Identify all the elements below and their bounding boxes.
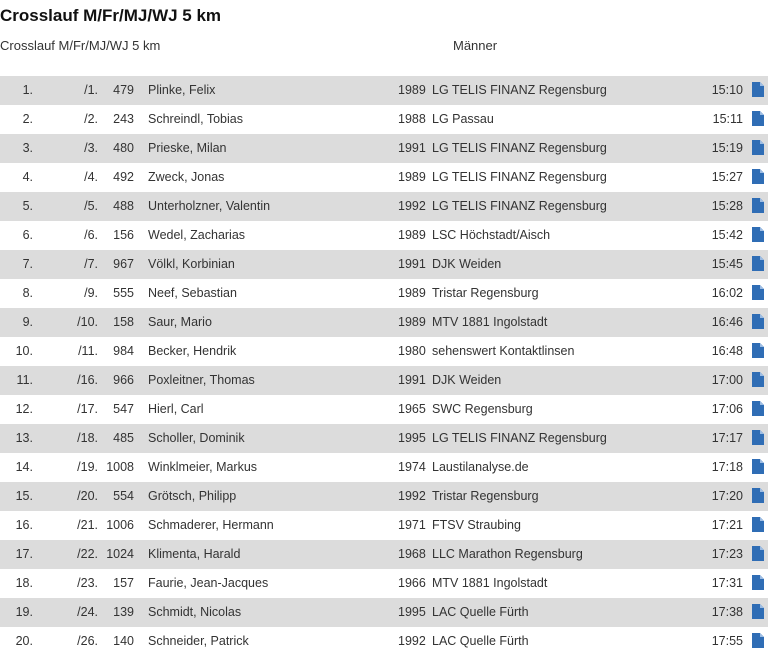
time-cell: 15:10	[711, 83, 743, 97]
table-row[interactable]	[0, 337, 768, 366]
birth-year-cell: 1968	[398, 547, 426, 561]
document-icon[interactable]	[752, 111, 764, 126]
place-cell: 2.	[22, 112, 33, 126]
birth-year-cell: 1989	[398, 228, 426, 242]
table-row[interactable]	[0, 76, 768, 105]
birth-year-cell: 1991	[398, 373, 426, 387]
birth-year-cell: 1992	[398, 634, 426, 648]
bib-cell: 492	[113, 170, 134, 184]
club-cell: LAC Quelle Fürth	[432, 634, 529, 648]
table-row[interactable]	[0, 482, 768, 511]
time-cell: 15:42	[711, 228, 743, 242]
birth-year-cell: 1966	[398, 576, 426, 590]
class-place-cell: /11.	[78, 344, 98, 358]
document-icon[interactable]	[752, 256, 764, 271]
birth-year-cell: 1971	[398, 518, 426, 532]
bib-cell: 243	[113, 112, 134, 126]
birth-year-cell: 1974	[398, 460, 426, 474]
time-cell: 15:19	[711, 141, 743, 155]
place-cell: 19.	[15, 605, 33, 619]
birth-year-cell: 1989	[398, 83, 426, 97]
place-cell: 4.	[22, 170, 33, 184]
birth-year-cell: 1965	[398, 402, 426, 416]
time-cell: 17:38	[711, 605, 743, 619]
document-icon[interactable]	[752, 633, 764, 648]
table-row[interactable]	[0, 192, 768, 221]
place-cell: 8.	[22, 286, 33, 300]
class-place-cell: /1.	[84, 83, 98, 97]
place-cell: 17.	[15, 547, 33, 561]
name-cell: Plinke, Felix	[148, 83, 216, 97]
place-cell: 14.	[15, 460, 33, 474]
table-row[interactable]	[0, 453, 768, 482]
document-icon[interactable]	[752, 575, 764, 590]
class-place-cell: /21.	[77, 518, 98, 532]
bib-cell: 158	[113, 315, 134, 329]
table-row[interactable]	[0, 540, 768, 569]
table-row[interactable]	[0, 134, 768, 163]
document-icon[interactable]	[752, 604, 764, 619]
time-cell: 15:11	[712, 112, 743, 126]
club-cell: LG TELIS FINANZ Regensburg	[432, 83, 607, 97]
category-label: Männer	[453, 38, 498, 53]
name-cell: Wedel, Zacharias	[148, 228, 246, 242]
time-cell: 17:00	[711, 373, 743, 387]
bib-cell: 967	[113, 257, 134, 271]
table-row[interactable]	[0, 308, 768, 337]
results-subheader	[0, 38, 780, 56]
place-cell: 20.	[15, 634, 33, 648]
time-cell: 17:55	[711, 634, 743, 648]
document-icon[interactable]	[752, 198, 764, 213]
time-cell: 17:18	[711, 460, 743, 474]
class-place-cell: /9.	[84, 286, 98, 300]
birth-year-cell: 1980	[398, 344, 426, 358]
time-cell: 17:21	[711, 518, 743, 532]
name-cell: Schmaderer, Hermann	[148, 518, 274, 532]
class-place-cell: /3.	[84, 141, 98, 155]
bib-cell: 547	[113, 402, 134, 416]
table-row[interactable]	[0, 569, 768, 598]
club-cell: Tristar Regensburg	[432, 286, 539, 300]
bib-cell: 156	[113, 228, 134, 242]
results-table	[0, 76, 768, 656]
place-cell: 9.	[22, 315, 33, 329]
name-cell: Scholler, Dominik	[148, 431, 245, 445]
club-cell: MTV 1881 Ingolstadt	[432, 576, 548, 590]
class-place-cell: /17.	[77, 402, 98, 416]
time-cell: 17:06	[711, 402, 743, 416]
document-icon[interactable]	[752, 372, 764, 387]
club-cell: Tristar Regensburg	[432, 489, 539, 503]
class-place-cell: /23.	[77, 576, 98, 590]
club-cell: LG Passau	[432, 112, 494, 126]
name-cell: Poxleitner, Thomas	[148, 373, 255, 387]
bib-cell: 966	[113, 373, 134, 387]
club-cell: FTSV Straubing	[432, 518, 521, 532]
name-cell: Neef, Sebastian	[148, 286, 237, 300]
class-place-cell: /6.	[84, 228, 98, 242]
bib-cell: 1008	[106, 460, 134, 474]
birth-year-cell: 1995	[398, 605, 426, 619]
class-place-cell: /2.	[84, 112, 98, 126]
document-icon[interactable]	[752, 82, 764, 97]
class-place-cell: /20.	[77, 489, 98, 503]
bib-cell: 480	[113, 141, 134, 155]
club-cell: LG TELIS FINANZ Regensburg	[432, 141, 607, 155]
time-cell: 17:31	[711, 576, 743, 590]
club-cell: LG TELIS FINANZ Regensburg	[432, 431, 607, 445]
place-cell: 6.	[22, 228, 33, 242]
time-cell: 15:28	[711, 199, 743, 213]
time-cell: 15:27	[711, 170, 743, 184]
club-cell: DJK Weiden	[432, 373, 502, 387]
time-cell: 16:02	[711, 286, 743, 300]
table-row[interactable]	[0, 627, 768, 656]
time-cell: 15:45	[711, 257, 743, 271]
name-cell: Zweck, Jonas	[148, 170, 225, 184]
race-name: Crosslauf M/Fr/MJ/WJ 5 km	[0, 38, 161, 53]
club-cell: LG TELIS FINANZ Regensburg	[432, 170, 607, 184]
document-icon[interactable]	[752, 169, 764, 184]
place-cell: 11.	[16, 373, 33, 387]
name-cell: Schreindl, Tobias	[148, 112, 243, 126]
name-cell: Klimenta, Harald	[148, 547, 241, 561]
bib-cell: 157	[113, 576, 134, 590]
time-cell: 16:46	[711, 315, 743, 329]
class-place-cell: /24.	[77, 605, 98, 619]
bib-cell: 488	[113, 199, 134, 213]
birth-year-cell: 1989	[398, 286, 426, 300]
name-cell: Saur, Mario	[148, 315, 212, 329]
class-place-cell: /7.	[84, 257, 98, 271]
club-cell: LLC Marathon Regensburg	[432, 547, 583, 561]
document-icon[interactable]	[752, 488, 764, 503]
bib-cell: 984	[113, 344, 134, 358]
class-place-cell: /10.	[77, 315, 98, 329]
name-cell: Prieske, Milan	[148, 141, 227, 155]
table-row[interactable]	[0, 163, 768, 192]
name-cell: Winklmeier, Markus	[148, 460, 258, 474]
table-row[interactable]	[0, 279, 768, 308]
place-cell: 5.	[22, 199, 33, 213]
place-cell: 10.	[15, 344, 33, 358]
bib-cell: 1006	[106, 518, 134, 532]
name-cell: Grötsch, Philipp	[148, 489, 237, 503]
name-cell: Hierl, Carl	[148, 402, 204, 416]
name-cell: Faurie, Jean-Jacques	[148, 576, 269, 590]
page-title: Crosslauf M/Fr/MJ/WJ 5 km	[0, 6, 222, 25]
class-place-cell: /4.	[84, 170, 98, 184]
club-cell: LAC Quelle Fürth	[432, 605, 529, 619]
club-cell: SWC Regensburg	[432, 402, 533, 416]
table-row[interactable]	[0, 395, 768, 424]
name-cell: Schmidt, Nicolas	[148, 605, 242, 619]
birth-year-cell: 1992	[398, 199, 426, 213]
club-cell: Laustilanalyse.de	[432, 460, 529, 474]
bib-cell: 555	[113, 286, 134, 300]
bib-cell: 139	[113, 605, 134, 619]
club-cell: LSC Höchstadt/Aisch	[432, 228, 551, 242]
birth-year-cell: 1988	[398, 112, 426, 126]
document-icon[interactable]	[752, 140, 764, 155]
table-row[interactable]	[0, 221, 768, 250]
club-cell: LG TELIS FINANZ Regensburg	[432, 199, 607, 213]
document-icon[interactable]	[752, 227, 764, 242]
class-place-cell: /26.	[77, 634, 98, 648]
time-cell: 17:23	[711, 547, 743, 561]
place-cell: 3.	[22, 141, 33, 155]
table-row[interactable]	[0, 105, 768, 134]
document-icon[interactable]	[752, 546, 764, 561]
document-icon[interactable]	[752, 401, 764, 416]
birth-year-cell: 1989	[398, 315, 426, 329]
bib-cell: 485	[113, 431, 134, 445]
place-cell: 16.	[15, 518, 33, 532]
class-place-cell: /18.	[77, 431, 98, 445]
club-cell: DJK Weiden	[432, 257, 502, 271]
table-row[interactable]	[0, 598, 768, 627]
table-row[interactable]	[0, 250, 768, 279]
table-row[interactable]	[0, 511, 768, 540]
place-cell: 1.	[22, 83, 33, 97]
name-cell: Unterholzner, Valentin	[148, 199, 271, 213]
bib-cell: 479	[113, 83, 134, 97]
place-cell: 7.	[22, 257, 33, 271]
place-cell: 12.	[15, 402, 33, 416]
birth-year-cell: 1991	[398, 257, 426, 271]
bib-cell: 554	[113, 489, 134, 503]
time-cell: 16:48	[711, 344, 743, 358]
birth-year-cell: 1992	[398, 489, 426, 503]
class-place-cell: /5.	[84, 199, 98, 213]
bib-cell: 140	[113, 634, 134, 648]
birth-year-cell: 1995	[398, 431, 426, 445]
table-row[interactable]	[0, 366, 768, 395]
document-icon[interactable]	[752, 517, 764, 532]
birth-year-cell: 1991	[398, 141, 426, 155]
time-cell: 17:17	[711, 431, 743, 445]
class-place-cell: /22.	[77, 547, 98, 561]
place-cell: 15.	[15, 489, 33, 503]
name-cell: Völkl, Korbinian	[148, 257, 235, 271]
class-place-cell: /16.	[77, 373, 98, 387]
table-row[interactable]	[0, 424, 768, 453]
document-icon[interactable]	[752, 343, 764, 358]
document-icon[interactable]	[752, 430, 764, 445]
club-cell: sehenswert Kontaktlinsen	[432, 344, 575, 358]
document-icon[interactable]	[752, 314, 764, 329]
class-place-cell: /19.	[77, 460, 98, 474]
bib-cell: 1024	[106, 547, 134, 561]
name-cell: Schneider, Patrick	[148, 634, 249, 648]
name-cell: Becker, Hendrik	[148, 344, 237, 358]
club-cell: MTV 1881 Ingolstadt	[432, 315, 548, 329]
document-icon[interactable]	[752, 285, 764, 300]
document-icon[interactable]	[752, 459, 764, 474]
time-cell: 17:20	[711, 489, 743, 503]
place-cell: 18.	[15, 576, 33, 590]
place-cell: 13.	[15, 431, 33, 445]
birth-year-cell: 1989	[398, 170, 426, 184]
